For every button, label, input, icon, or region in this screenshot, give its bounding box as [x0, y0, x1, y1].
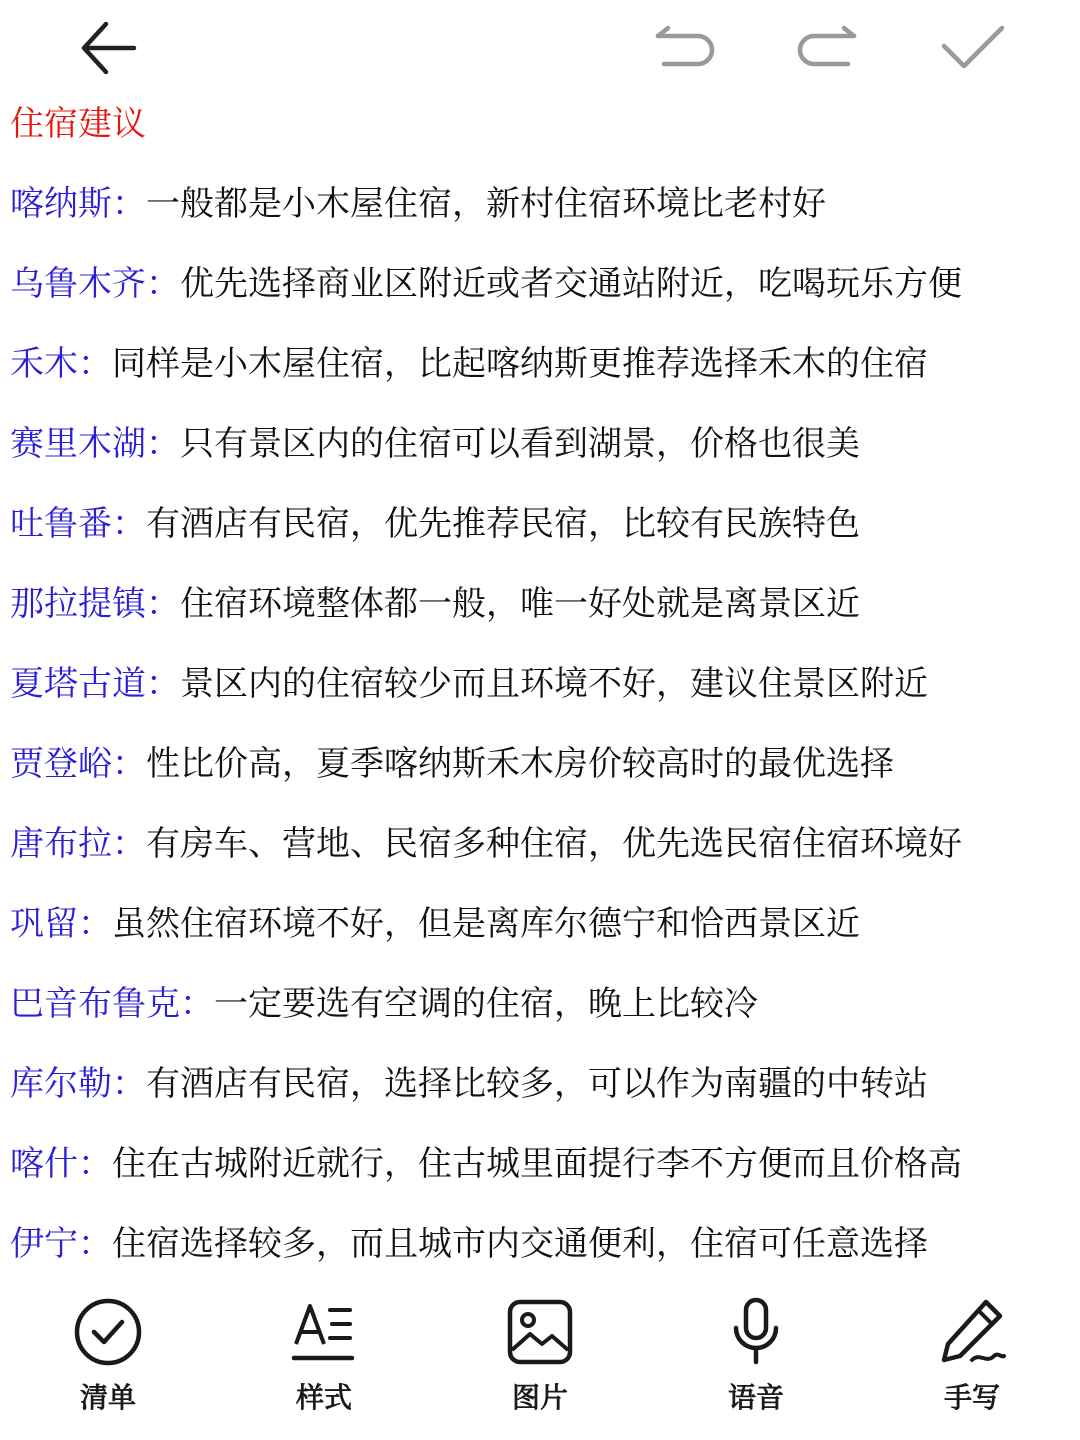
entry-colon: ：	[146, 584, 180, 624]
entry-colon: ：	[112, 504, 146, 544]
back-button[interactable]	[70, 10, 146, 86]
entry-description: 住在古城附近就行，住古城里面提行李不方便而且价格高	[112, 1144, 962, 1184]
entry-place: 巩留	[10, 904, 78, 944]
note-body[interactable]	[10, 96, 1072, 1296]
text-style-icon	[288, 1296, 360, 1368]
note-title: 住宿建议	[10, 104, 146, 144]
image-button[interactable]	[480, 1290, 600, 1430]
entry-colon: ：	[146, 264, 180, 304]
entry-description: 只有景区内的住宿可以看到湖景，价格也很美	[180, 424, 860, 464]
redo-icon	[794, 20, 862, 76]
style-label: 样式	[295, 1381, 352, 1414]
entry-colon: ：	[112, 184, 146, 224]
entry-description: 景区内的住宿较少而且环境不好，建议住景区附近	[180, 664, 928, 704]
entry-place: 喀什	[10, 1144, 78, 1184]
entry-place: 禾木	[10, 344, 78, 384]
entry-description: 有酒店有民宿，优先推荐民宿，比较有民族特色	[146, 504, 860, 544]
entry-place: 赛里木湖	[10, 424, 146, 464]
voice-label: 语音	[727, 1381, 784, 1414]
bottom-toolbar	[0, 1290, 1080, 1440]
note-entry	[10, 1216, 1072, 1296]
note-entry	[10, 496, 1072, 576]
entry-place: 巴音布鲁克	[10, 984, 180, 1024]
entry-place: 喀纳斯	[10, 184, 112, 224]
entry-colon: ：	[112, 824, 146, 864]
entry-description: 有房车、营地、民宿多种住宿，优先选民宿住宿环境好	[146, 824, 962, 864]
handwriting-button[interactable]	[912, 1290, 1032, 1430]
entry-place: 吐鲁番	[10, 504, 112, 544]
entry-colon: ：	[78, 1224, 112, 1264]
entry-colon: ：	[146, 664, 180, 704]
entry-description: 虽然住宿环境不好，但是离库尔德宁和恰西景区近	[112, 904, 860, 944]
note-entry	[10, 176, 1072, 256]
entry-colon: ：	[146, 424, 180, 464]
style-button[interactable]	[264, 1290, 384, 1430]
note-entry	[10, 896, 1072, 976]
entry-description: 有酒店有民宿，选择比较多，可以作为南疆的中转站	[146, 1064, 928, 1104]
note-entry	[10, 1136, 1072, 1216]
entry-colon: ：	[78, 344, 112, 384]
handwriting-pen-icon	[936, 1296, 1008, 1368]
entry-list	[10, 176, 1072, 1296]
entry-description: 一定要选有空调的住宿，晚上比较冷	[214, 984, 758, 1024]
voice-button[interactable]	[696, 1290, 816, 1430]
entry-description: 性比价高，夏季喀纳斯禾木房价较高时的最优选择	[146, 744, 894, 784]
entry-colon: ：	[112, 1064, 146, 1104]
handwriting-label: 手写	[943, 1381, 1000, 1414]
entry-colon: ：	[78, 1144, 112, 1184]
entry-description: 优先选择商业区附近或者交通站附近，吃喝玩乐方便	[180, 264, 962, 304]
checklist-button[interactable]	[48, 1290, 168, 1430]
note-entry	[10, 656, 1072, 736]
note-entry	[10, 256, 1072, 336]
redo-button[interactable]	[790, 10, 866, 86]
note-entry	[10, 416, 1072, 496]
entry-place: 贾登峪	[10, 744, 112, 784]
entry-colon: ：	[78, 904, 112, 944]
microphone-icon	[720, 1296, 792, 1368]
entry-colon: ：	[112, 744, 146, 784]
entry-place: 唐布拉	[10, 824, 112, 864]
entry-place: 伊宁	[10, 1224, 78, 1264]
checkmark-icon	[938, 20, 1006, 76]
note-entry	[10, 976, 1072, 1056]
top-toolbar	[0, 0, 1080, 100]
note-entry	[10, 576, 1072, 656]
entry-place: 库尔勒	[10, 1064, 112, 1104]
note-entry	[10, 1056, 1072, 1136]
undo-icon	[650, 20, 718, 76]
note-entry	[10, 816, 1072, 896]
entry-description: 一般都是小木屋住宿，新村住宿环境比老村好	[146, 184, 826, 224]
checklist-label: 清单	[79, 1381, 136, 1414]
entry-place: 夏塔古道	[10, 664, 146, 704]
entry-description: 同样是小木屋住宿，比起喀纳斯更推荐选择禾木的住宿	[112, 344, 928, 384]
note-entry	[10, 736, 1072, 816]
done-button[interactable]	[934, 10, 1010, 86]
undo-button[interactable]	[646, 10, 722, 86]
entry-place: 那拉提镇	[10, 584, 146, 624]
entry-colon: ：	[180, 984, 214, 1024]
entry-description: 住宿环境整体都一般，唯一好处就是离景区近	[180, 584, 860, 624]
entry-place: 乌鲁木齐	[10, 264, 146, 304]
checklist-icon	[72, 1296, 144, 1368]
back-arrow-icon	[76, 16, 140, 80]
note-entry	[10, 336, 1072, 416]
image-icon	[504, 1296, 576, 1368]
image-label: 图片	[511, 1381, 568, 1414]
entry-description: 住宿选择较多，而且城市内交通便利，住宿可任意选择	[112, 1224, 928, 1264]
